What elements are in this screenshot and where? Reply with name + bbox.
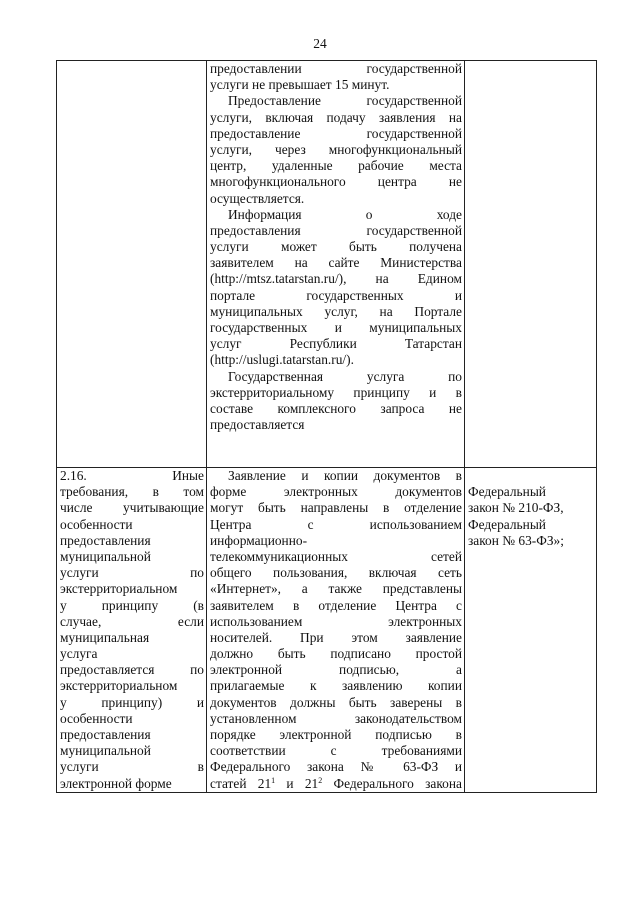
text-line — [468, 468, 594, 484]
row1-col1-cell — [57, 61, 207, 468]
text-line: у принципу) и — [60, 694, 204, 710]
text-line: документов должны быть заверены в — [210, 694, 462, 710]
text-line: предоставления государственной — [210, 222, 462, 238]
text-line: услуги по — [60, 565, 204, 581]
text-line: Заявление и копии документов в — [228, 468, 462, 483]
text-line: услуги может быть получена — [210, 239, 462, 255]
text-line: осуществляется. — [210, 190, 305, 206]
text-line: соответствии с требованиями — [210, 743, 462, 759]
table-row — [57, 468, 597, 793]
text-line: портале государственных и — [210, 287, 462, 303]
text-line: услуги не превышает 15 минут. — [210, 77, 390, 93]
page-number: 24 — [313, 36, 327, 51]
text-line: Предоставление государственной — [228, 93, 462, 109]
text-line: общего пользования, включая сеть — [210, 565, 462, 581]
text-line: особенности — [60, 710, 133, 726]
table-row — [57, 61, 597, 468]
text-line: Федеральный — [468, 516, 546, 532]
text-line: Информация о ходе — [228, 206, 462, 222]
text-line: услуги в — [60, 759, 204, 775]
text-line: предоставления — [60, 727, 151, 742]
text-line: муниципальной — [60, 548, 151, 564]
text-line: центр, удаленные рабочие места — [210, 158, 462, 174]
text-line: (http://uslugi.tatarstan.ru/). — [210, 352, 354, 368]
text-line: прилагаемые к заявлению копии — [210, 678, 462, 694]
text-line: требования, в том — [60, 484, 204, 500]
text-line: предоставлении государственной — [210, 61, 462, 76]
text-line: Федеральный — [468, 484, 546, 500]
text-line: случае, если — [60, 613, 204, 629]
row2-legal-basis-cell — [465, 468, 597, 793]
text-line: предоставление государственной — [210, 125, 462, 141]
text-line: муниципальная — [60, 629, 150, 645]
text-line: телекоммуникационных сетей — [210, 548, 462, 564]
text-line: услуг Республики Татарстан — [210, 336, 462, 352]
text-line: муниципальной — [60, 743, 151, 759]
text-line: предоставляется по — [60, 662, 204, 678]
text-line: Центра с использованием — [210, 516, 462, 532]
text-line: «Интернет», а также представлены — [210, 581, 462, 597]
text-line: форме электронных документов — [210, 484, 462, 500]
text-line: могут быть направлены в отделение — [210, 500, 462, 516]
text-line: государственных и муниципальных — [210, 320, 462, 335]
row1-col3-cell — [465, 61, 597, 468]
text-line: статей $21^1$ и $21^2$ Федерального закона — [210, 775, 462, 791]
text-line: использованием электронных — [210, 613, 462, 629]
text-line: услуги, через многофункциональный — [210, 141, 462, 157]
text-line: экстерриториальном — [60, 678, 178, 694]
text-line: многофункционального центра не — [210, 174, 462, 190]
row2-description-cell — [207, 468, 465, 793]
text-line: заявителем в отделение Центра с — [210, 597, 462, 613]
text-line: (http://mtsz.tatarstan.ru/), на Едином — [210, 271, 462, 287]
text-line: носителей. При этом заявление — [210, 629, 462, 645]
text-line: Государственная услуга по — [228, 368, 462, 384]
text-line: информационно- — [210, 532, 308, 548]
text-line: порядке электронной подписью в — [210, 727, 462, 742]
text-line: предоставляется — [210, 417, 305, 433]
text-line: должно быть подписано простой — [210, 646, 462, 662]
text-line: установленном законодательством — [210, 710, 462, 726]
text-line: электронной подписью, а — [210, 662, 462, 678]
text-line: особенности — [60, 516, 133, 532]
text-line: услуги, включая подачу заявления на — [210, 109, 462, 125]
text-line: Федерального закона № 63-ФЗ и — [210, 759, 462, 775]
text-line: электронной форме — [60, 775, 172, 791]
text-line: составе комплексного запроса не — [210, 400, 462, 416]
text-line: экстерриториальному принципу и в — [210, 384, 462, 400]
text-line: 2.16. Иные — [60, 468, 204, 483]
text-line: предоставления — [60, 532, 151, 548]
text-line: экстерриториальном — [60, 581, 178, 597]
text-line: муниципальных услуг, на Портале — [210, 303, 462, 319]
text-line: числе учитывающие — [60, 500, 204, 516]
row1-col2-cell — [207, 61, 465, 468]
text-line: заявителем на сайте Министерства — [210, 255, 462, 271]
text-line: закон № 210-ФЗ, — [468, 500, 564, 516]
regulation-table — [56, 60, 597, 793]
text-line: закон № 63-ФЗ»; — [468, 532, 564, 548]
text-line: у принципу (в — [60, 597, 204, 613]
text-line: услуга — [60, 646, 98, 662]
row2-requirement-title-cell — [57, 468, 207, 793]
